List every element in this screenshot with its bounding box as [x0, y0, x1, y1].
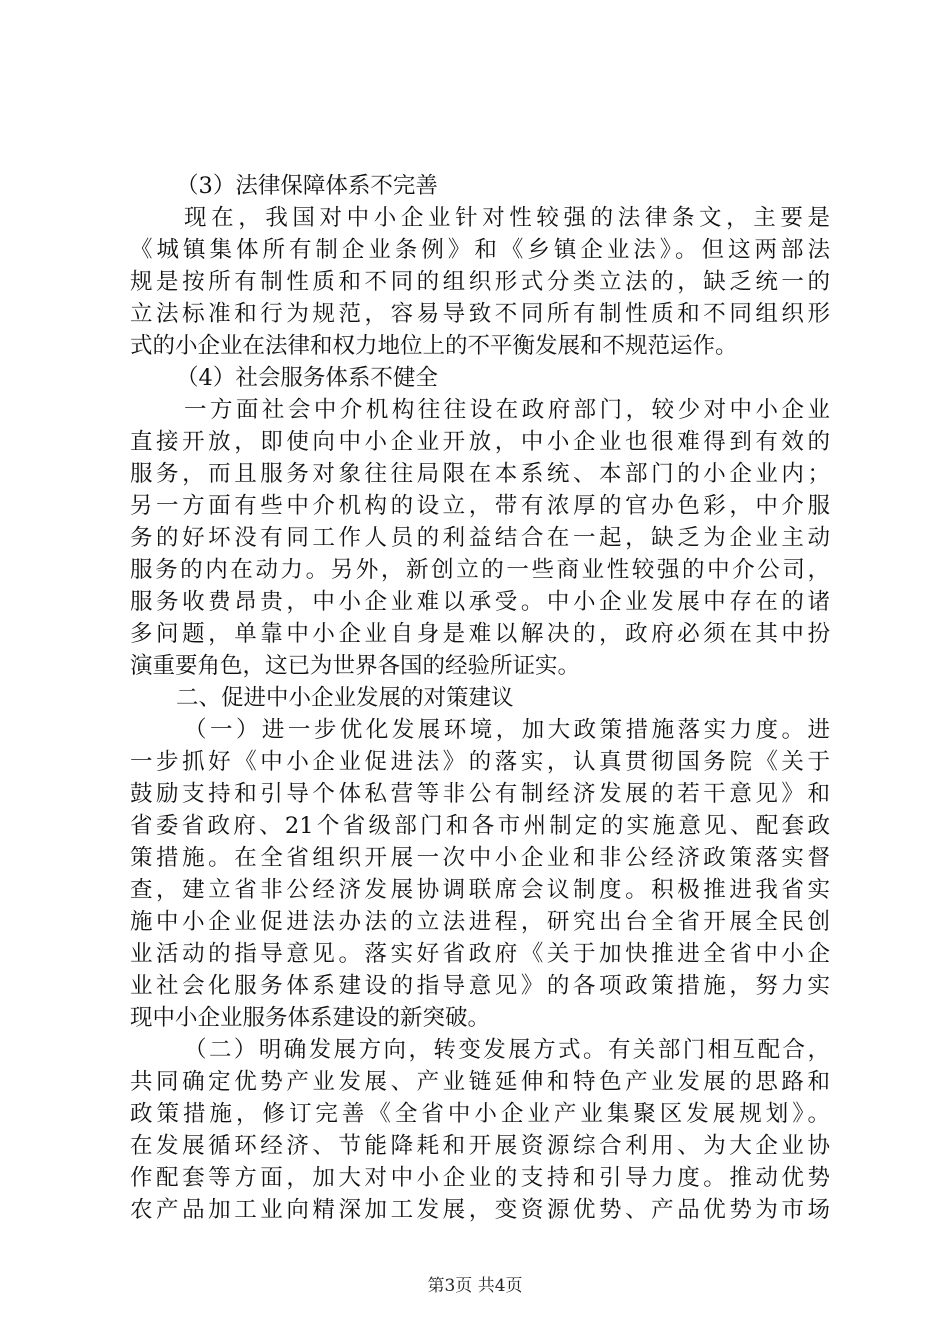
paragraph-line: 政策措施，修订完善《全省中小企业产业集聚区发展规划》。 [130, 1101, 830, 1127]
paragraph-line: 演重要角色，这已为世界各国的经验所证实。 [130, 653, 581, 679]
paragraph-line: 业社会化服务体系建设的指导意见》的各项政策措施，努力实 [130, 973, 830, 999]
paragraph-line: 作配套等方面，加大对中小企业的支持和引导力度。推动优势 [130, 1165, 830, 1191]
paragraph-line: 施中小企业促进法办法的立法进程，研究出台全省开展全民创 [130, 909, 830, 935]
paragraph-line: 在发展循环经济、节能降耗和开展资源综合利用、为大企业协 [130, 1133, 830, 1159]
paragraph-line: 服务，而且服务对象往往局限在本系统、本部门的小企业内； [130, 461, 830, 487]
paragraph-line: 一方面社会中介机构往往设在政府部门，较少对中小企业 [184, 397, 830, 423]
paragraph-line: 业活动的指导意见。落实好省政府《关于加快推进全省中小企 [130, 941, 830, 967]
paragraph-line: 务的好坏没有同工作人员的利益结合在一起，缺乏为企业主动 [130, 525, 830, 551]
document-body [130, 170, 830, 1226]
paragraph-line: （二）明确发展方向，转变发展方式。有关部门相互配合， [184, 1037, 830, 1063]
paragraph-line: 《城镇集体所有制企业条例》和《乡镇企业法》。但这两部法 [130, 237, 830, 263]
paragraph-line: 鼓励支持和引导个体私营等非公有制经济发展的若干意见》和 [130, 781, 830, 807]
paragraph-line: 服务的内在动力。另外，新创立的一些商业性较强的中介公司， [130, 557, 830, 583]
paragraph-line: 现中小企业服务体系建设的新突破。 [130, 1005, 491, 1031]
paragraph-line: 式的小企业在法律和权力地位上的不平衡发展和不规范运作。 [130, 333, 738, 359]
paragraph-line: 立法标准和行为规范，容易导致不同所有制性质和不同组织形 [130, 301, 830, 327]
paragraph-line: 直接开放，即使向中小企业开放，中小企业也很难得到有效的 [130, 429, 830, 455]
paragraph-line: 规是按所有制性质和不同的组织形式分类立法的，缺乏统一的 [130, 269, 830, 295]
paragraph-line: 多问题，单靠中小企业自身是难以解决的，政府必须在其中扮 [130, 621, 830, 647]
section-heading-3: （3）法律保障体系不完善 [176, 173, 438, 199]
paragraph-line: 服务收费昂贵，中小企业难以承受。中小企业发展中存在的诸 [130, 589, 830, 615]
paragraph-line: 省委省政府、21个省级部门和各市州制定的实施意见、配套政 [130, 813, 830, 839]
section-heading-2: 二、促进中小企业发展的对策建议 [176, 685, 514, 711]
page-number-footer: 第3页 共4页 [427, 1276, 523, 1296]
paragraph-line: 现在，我国对中小企业针对性较强的法律条文，主要是 [184, 205, 830, 231]
paragraph-line: 农产品加工业向精深加工发展，变资源优势、产品优势为市场 [130, 1197, 830, 1223]
paragraph-line: 策措施。在全省组织开展一次中小企业和非公经济政策落实督 [130, 845, 830, 871]
paragraph-line: 一步抓好《中小企业促进法》的落实，认真贯彻国务院《关于 [130, 749, 830, 775]
paragraph-line: （一）进一步优化发展环境，加大政策措施落实力度。进 [184, 717, 830, 743]
paragraph-line: 另一方面有些中介机构的设立，带有浓厚的官办色彩，中介服 [130, 493, 830, 519]
paragraph-line: 共同确定优势产业发展、产业链延伸和特色产业发展的思路和 [130, 1069, 830, 1095]
section-heading-4: （4）社会服务体系不健全 [176, 365, 438, 391]
paragraph-line: 查，建立省非公经济发展协调联席会议制度。积极推进我省实 [130, 877, 830, 903]
